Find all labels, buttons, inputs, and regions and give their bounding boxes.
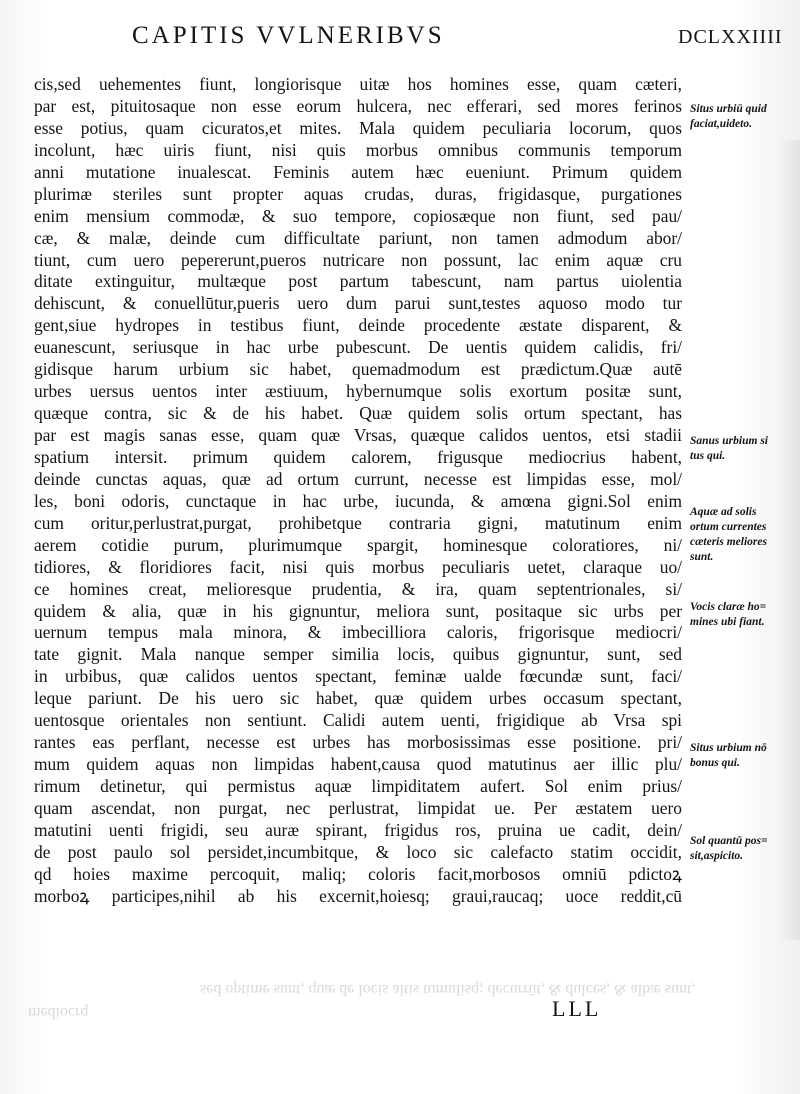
marginal-note-line: mines ubi fiant. (690, 616, 765, 628)
text-line: deinde cunctas aquas, quæ ad ortum currunt, necesse est limpidas esse, mol/ (34, 468, 682, 489)
text-line: cæ, & malæ, deinde cum difficultate pariunt, non tamen admodum abor/ (34, 227, 682, 248)
text-line: ditate extinguitur, multæque post partum tabescunt, nam partus uiolentia (34, 271, 682, 292)
marginal-note-line: bonus qui. (690, 757, 740, 769)
marginal-note (690, 102, 798, 132)
text-line: leque pariunt. De his uero sic habet, quæ quidem urbes occasum spectant, (34, 688, 682, 709)
text-line: les, boni odoris, cunctaque in hac urbe, iucunda, & amœna gigni.Sol enim (34, 490, 682, 511)
text-line: rantes eas perflant, necesse est urbes has morbosissimas esse positione. pri/ (34, 732, 682, 753)
signature-mark: LLL (552, 996, 602, 1021)
body-text (34, 74, 682, 908)
marginal-note-line: Situs urbium nō (690, 742, 767, 754)
marginal-note-line: sit,aspicito. (690, 850, 744, 862)
text-line: tiunt, cum uero pepererunt,pueros nutricare non possunt, lac enim aquæ cru (34, 249, 682, 270)
text-line: tate gignit. Mala nanque semper similia locis, quibus gignuntur, sunt, sed (34, 644, 682, 665)
text-line: gidisque harum urbium sic habet, quemadmodum est prædictum.Quæ autē (34, 359, 682, 380)
text-line: matutini uenti frigidi, seu auræ spirant, frigidus ros, pruina ue cadit, dein/ (34, 819, 682, 840)
text-line: morboꝝ participes,nihil ab his excernit,hoiesq; graui,raucaq; uoce reddit,cū (34, 885, 682, 906)
text-line: ce homines creat, melioresque prudentia, & ira, quam septentrionales, si/ (34, 578, 682, 599)
marginal-note-line: tus qui. (690, 450, 726, 462)
text-line: de post paulo sol persidet,incumbitque, & loco sic calefacto statim occidit, (34, 841, 682, 862)
text-line: quidem & alia, quæ in his gignuntur, meliora sunt, positaque sic urbs per (34, 600, 682, 621)
text-line: qd hoies maxime percoquit, maliq; coloris facit,morbosos omniū pdictoꝝ (34, 863, 682, 884)
text-line: quam ascendat, non purgat, nec perlustrat, limpidat ue. Per æstatem uero (34, 797, 682, 818)
text-line: anni mutatione inualescat. Feminis autem hæc eueniunt. Primum quidem (34, 161, 682, 182)
text-line: mum quidem aquas non limpidas habent,causa quod matutinus aer illic plu/ (34, 754, 682, 775)
text-line: euanescunt, seriusque in hac urbe pubescunt. De uentis quidem calidis, fri/ (34, 337, 682, 358)
marginal-note-line: Sol quantū pos= (690, 835, 768, 847)
text-line: spatium intersit. primum quidem calorem, frigusque mediocrius habent, (34, 446, 682, 467)
text-line: dehiscunt, & conuellūtur,pueris uero dum parui sunt,testes aquoso modo tur (34, 293, 682, 314)
text-line: enim mensium commodæ, & suo tempore, copiosæque non fiunt, sed pau/ (34, 205, 682, 226)
text-line: quæque contra, sic & de his habet. Quæ quidem solis ortum spectant, has (34, 403, 682, 424)
bleed-through-text: sed optime sunt, quæ de locis altis tumulisq; decurrūt, & dulces, & albæ sunt, (200, 981, 696, 998)
marginal-note-line: sunt. (690, 551, 714, 563)
marginal-note-line: Situs urbiū quid (690, 103, 767, 115)
text-line: aerem cotidie purum, plurimumque spargit, hominesque coloratiores, ni/ (34, 534, 682, 555)
marginal-note-line: Sanus urbium si (690, 435, 768, 447)
folio-number: DCLXXIIII (678, 26, 783, 48)
text-line: uentosque orientales non sentiunt. Calidi autem uenti, frigidique ab Vrsa spi (34, 710, 682, 731)
text-line: urbes uersus uentos inter æstiuum, hybernumque solis exortum positæ sunt, (34, 381, 682, 402)
marginal-note-line: ortum currentes (690, 521, 767, 533)
text-line: par est magis sanas esse, quam quæ Vrsas, quæque calidos uentos, etsi stadii (34, 425, 682, 445)
text-line: in urbibus, quæ calidos uentos spectant, feminæ ualde fœcundæ sunt, faci/ (34, 666, 682, 687)
text-line: gent,siue hydropes in testibus fiunt, deinde procedente æstate disparent, & (34, 315, 682, 336)
text-line: rimum detinetur, qui permistus aquæ limpiditatem aufert. Sol enim prius/ (34, 776, 682, 796)
marginal-note-line: faciat,uideto. (690, 118, 752, 130)
text-line: esse potius, quam cicuratos,et mites. Mala quidem peculiaria locorum, quos (34, 117, 682, 138)
text-line: cum oritur,perlustrat,purgat, prohibetque contraria gigni, matutinum enim (34, 512, 682, 533)
bleed-through-text: mediocrq (28, 1004, 89, 1021)
text-line: incolunt, hæc uiris fiunt, nisi quis morbus omnibus communis temporum (34, 139, 682, 160)
marginal-note-line: Vocis claræ ho= (690, 601, 767, 613)
text-line: cis,sed uehementes fiunt, longiorisque uitæ hos homines esse, quam cæteri, (34, 74, 682, 94)
page-edge-shadow (778, 140, 800, 940)
marginal-note-line: cæteris meliores (690, 536, 767, 548)
marginal-note-line: Aquæ ad solis (690, 506, 757, 518)
text-line: par est, pituitosaque non esse eorum hulcera, nec efferari, sed mores ferinos (34, 95, 682, 116)
text-line: plurimæ steriles sunt propter aquas crudas, duras, frigidasque, purgationes (34, 183, 682, 204)
text-line: tidiores, & floridiores facit, nisi quis morbus peculiaris uetet, claraque uo/ (34, 556, 682, 577)
text-line: uernum tempus mala minora, & imbecilliora caloris, frigorisque mediocri/ (34, 622, 682, 643)
running-head: CAPITIS VVLNERIBVS (132, 22, 445, 49)
